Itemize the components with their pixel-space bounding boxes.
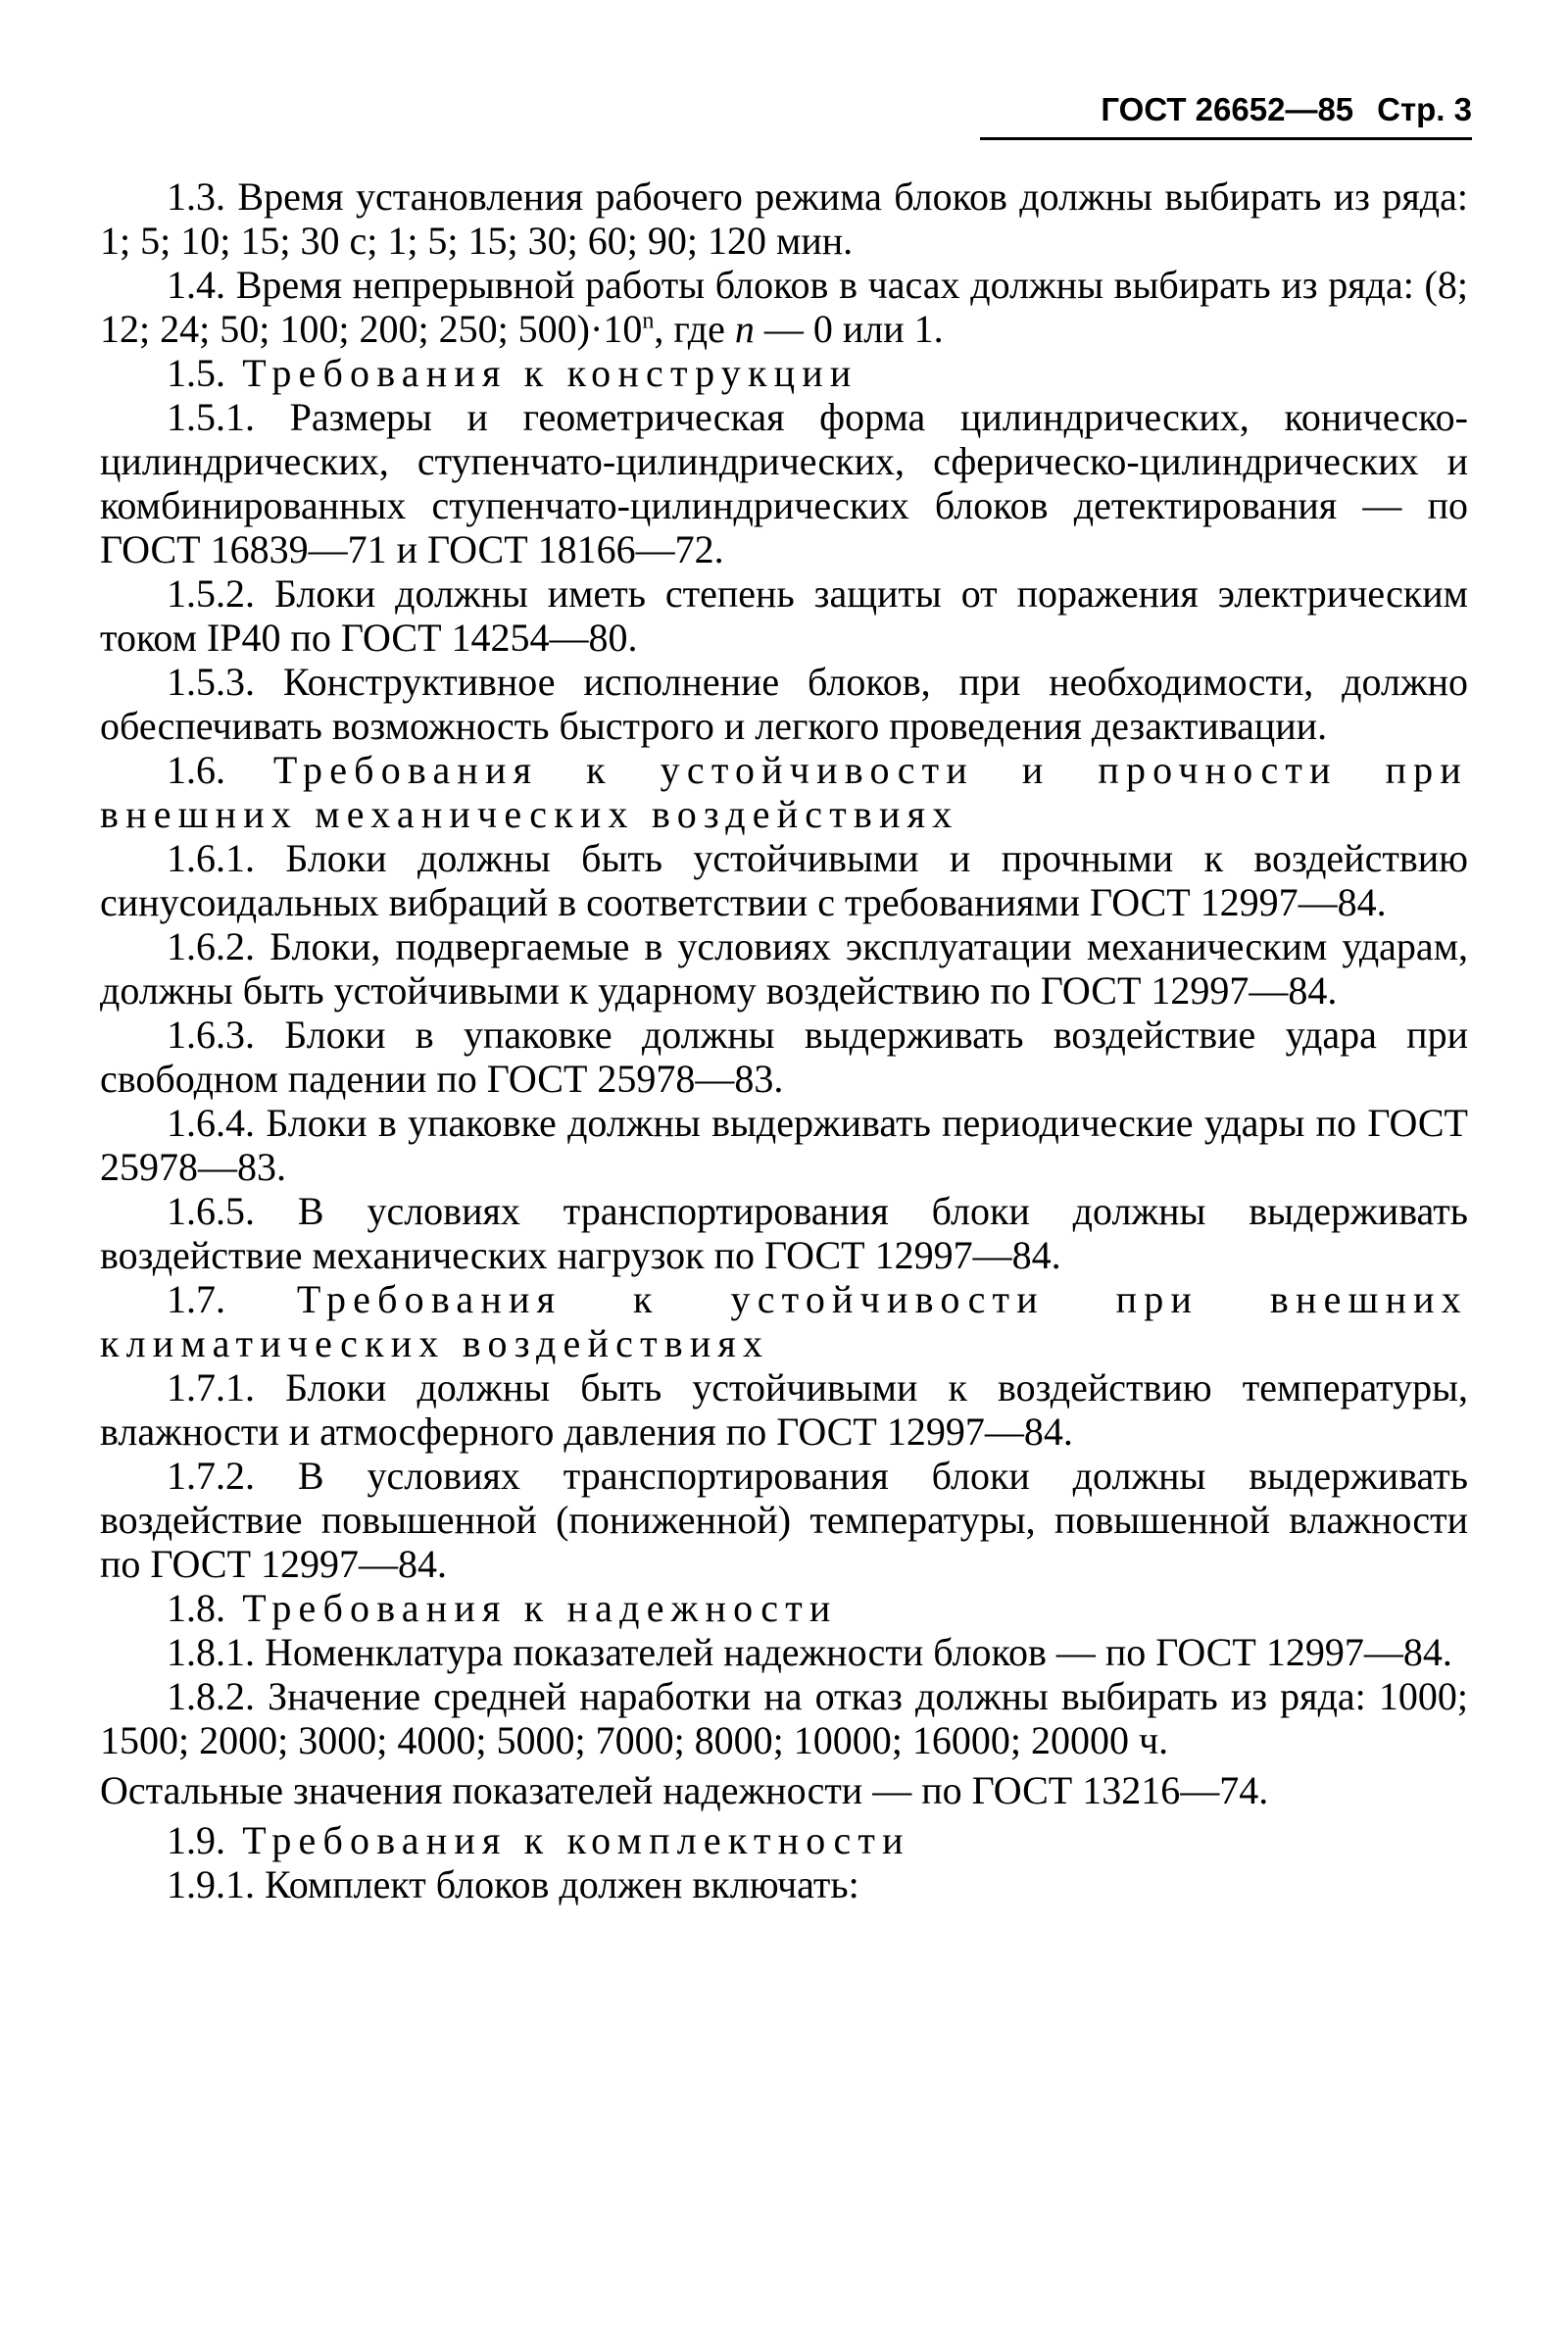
section-title: Требования к устойчивости при внешних климатических воздействиях [100, 1277, 1468, 1365]
clause-1-4-mid: , где [654, 307, 735, 351]
exponent: n [642, 308, 655, 334]
variable-n: n [734, 307, 755, 351]
section-number: 1.9. [167, 1818, 225, 1862]
reliability-note: Остальные значения показателей надежности — по ГОСТ 13216—74. [100, 1768, 1269, 1812]
section-heading-1-8 [100, 1586, 1468, 1630]
section-heading-1-6 [100, 748, 1468, 836]
section-number: 1.6. [167, 748, 225, 792]
clause-1-6-1: 1.6.1. Блоки должны быть устойчивыми и прочными к воздействию синусоидальных вибраций в соответствии с требованиями ГОСТ 12997—84. [100, 836, 1468, 924]
clause-1-4 [100, 263, 1468, 351]
section-number: 1.7. [167, 1277, 225, 1321]
clause-1-6-4: 1.6.4. Блоки в упаковке должны выдерживать периодические удары по ГОСТ 25978—83. [100, 1101, 1468, 1189]
clause-1-8-2: 1.8.2. Значение средней наработки на отказ должны выбирать из ряда: 1000; 1500; 2000; 3000; 4000; 5000; 7000; 8000; 10000; 16000; 20000 ч. [100, 1674, 1468, 1762]
clause-1-6-3: 1.6.3. Блоки в упаковке должны выдерживать воздействие удара при свободном падении по ГОСТ 25978—83. [100, 1013, 1468, 1101]
section-number: 1.5. [167, 351, 225, 395]
document-code: ГОСТ 26652—85 [1101, 91, 1354, 127]
clause-1-4-end: — 0 или 1. [754, 307, 944, 351]
page-header [980, 82, 1472, 140]
clause-1-4-text: 1.4. Время непрерывной работы блоков в часах должны выбирать из ряда: (8; 12; 24; 50; 100; 200; 250; 500)·10 [100, 263, 1468, 351]
clause-1-6-5: 1.6.5. В условиях транспортирования блоки должны выдерживать воздействие механических нагрузок по ГОСТ 12997—84. [100, 1189, 1468, 1277]
section-title: Требования к устойчивости и прочности при внешних механических воздействиях [100, 748, 1468, 836]
clause-1-6-2: 1.6.2. Блоки, подвергаемые в условиях эксплуатации механическим ударам, должны быть устойчивыми к ударному воздействию по ГОСТ 12997—84. [100, 924, 1468, 1013]
clause-1-7-1: 1.7.1. Блоки должны быть устойчивыми к воздействию температуры, влажности и атмосферного давления по ГОСТ 12997—84. [100, 1365, 1468, 1454]
section-heading-1-7 [100, 1277, 1468, 1365]
clause-1-7-2: 1.7.2. В условиях транспортирования блоки должны выдерживать воздействие повышенной (пониженной) температуры, повышенной влажности по ГОСТ 12997—84. [100, 1454, 1468, 1586]
clause-1-8-1: 1.8.1. Номенклатура показателей надежности блоков — по ГОСТ 12997—84. [167, 1630, 1452, 1674]
document-body [100, 174, 1468, 1906]
clause-1-5-3: 1.5.3. Конструктивное исполнение блоков, при необходимости, должно обеспечивать возможность быстрого и легкого проведения дезактивации. [100, 660, 1468, 748]
section-heading-1-9 [100, 1818, 1468, 1862]
section-number: 1.8. [167, 1586, 225, 1630]
clause-1-9-1: 1.9.1. Комплект блоков должен включать: [167, 1862, 859, 1906]
page-number: Стр. 3 [1377, 91, 1472, 127]
section-heading-1-5 [100, 351, 1468, 395]
clause-1-3: 1.3. Время установления рабочего режима блоков должны выбирать из ряда: 1; 5; 10; 15; 30 с; 1; 5; 15; 30; 60; 90; 120 мин. [100, 174, 1468, 263]
clause-1-5-2: 1.5.2. Блоки должны иметь степень защиты от поражения электрическим током IP40 по ГОСТ 14254—80. [100, 571, 1468, 660]
clause-1-5-1: 1.5.1. Размеры и геометрическая форма цилиндрических, коническо-цилиндрических, ступенчато-цилиндрических, сферическо-цилиндрических и комбинированных ступенчато-цилиндрических блоков детектирования — по ГОСТ 16839—71 и ГОСТ 18166—72. [100, 395, 1468, 571]
section-title: Требования к конструкции [242, 351, 858, 395]
section-title: Требования к комплектности [242, 1818, 910, 1862]
section-title: Требования к надежности [242, 1586, 838, 1630]
